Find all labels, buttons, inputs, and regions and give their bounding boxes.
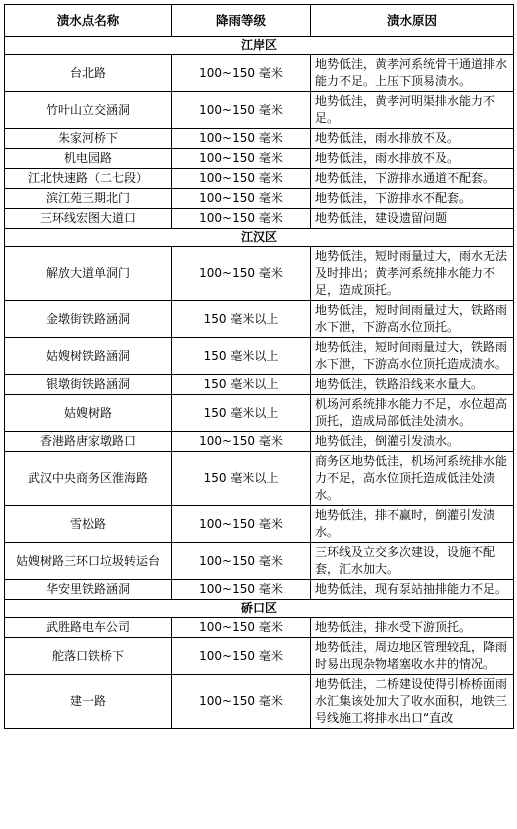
cell-name: 竹叶山立交涵洞 (5, 92, 172, 129)
cell-name: 建一路 (5, 675, 172, 729)
cell-name: 解放大道单洞门 (5, 247, 172, 301)
table-row (5, 395, 514, 432)
table-row (5, 452, 514, 506)
table-row (5, 675, 514, 729)
cell-reason: 地势低洼，短时间雨量过大，铁路雨水下泄，下游高水位顶托。 (311, 301, 514, 338)
header-reason: 渍水原因 (311, 5, 514, 37)
cell-reason: 地势低洼，黄孝河明渠排水能力不足。 (311, 92, 514, 129)
cell-level: 100~150 毫米 (172, 543, 311, 580)
cell-name: 武胜路电车公司 (5, 618, 172, 638)
cell-level: 150 毫米以上 (172, 375, 311, 395)
cell-level: 100~150 毫米 (172, 149, 311, 169)
section-title: 江岸区 (5, 37, 514, 55)
cell-reason: 地势低洼，排水受下游顶托。 (311, 618, 514, 638)
cell-level: 100~150 毫米 (172, 92, 311, 129)
cell-level: 100~150 毫米 (172, 618, 311, 638)
waterlogging-table (4, 4, 514, 729)
header-level: 降雨等级 (172, 5, 311, 37)
cell-level: 150 毫米以上 (172, 338, 311, 375)
cell-reason: 地势低洼，雨水排放不及。 (311, 149, 514, 169)
cell-level: 100~150 毫米 (172, 55, 311, 92)
cell-reason: 三环线及立交多次建设，设施不配套，汇水加大。 (311, 543, 514, 580)
cell-level: 100~150 毫米 (172, 432, 311, 452)
table-row (5, 209, 514, 229)
cell-reason: 地势低洼，建设遗留问题 (311, 209, 514, 229)
header-row (5, 5, 514, 37)
cell-name: 滨江苑三期北门 (5, 189, 172, 209)
header-name: 渍水点名称 (5, 5, 172, 37)
table-row (5, 129, 514, 149)
section-row (5, 229, 514, 247)
table-row (5, 55, 514, 92)
cell-name: 香港路唐家墩路口 (5, 432, 172, 452)
cell-reason: 地势低洼，短时雨量过大，雨水无法及时排出；黄孝河系统排水能力不足，造成顶托。 (311, 247, 514, 301)
cell-reason: 机场河系统排水能力不足，水位超高顶托，造成局部低洼处渍水。 (311, 395, 514, 432)
cell-reason: 地势低洼，倒灌引发渍水。 (311, 432, 514, 452)
cell-reason: 商务区地势低洼，机场河系统排水能力不足，高水位顶托造成低洼处渍水。 (311, 452, 514, 506)
cell-level: 100~150 毫米 (172, 675, 311, 729)
cell-name: 台北路 (5, 55, 172, 92)
section-title: 江汉区 (5, 229, 514, 247)
cell-level: 100~150 毫米 (172, 638, 311, 675)
table-row (5, 338, 514, 375)
table-row (5, 375, 514, 395)
cell-level: 100~150 毫米 (172, 506, 311, 543)
cell-name: 华安里铁路涵洞 (5, 580, 172, 600)
cell-name: 金墩街铁路涵洞 (5, 301, 172, 338)
cell-reason: 地势低洼，铁路沿线来水量大。 (311, 375, 514, 395)
cell-level: 100~150 毫米 (172, 209, 311, 229)
cell-reason: 地势低洼，下游排水通道不配套。 (311, 169, 514, 189)
table-row (5, 618, 514, 638)
cell-name: 朱家河桥下 (5, 129, 172, 149)
table-row (5, 638, 514, 675)
table-row (5, 506, 514, 543)
cell-reason: 地势低洼，短时间雨量过大，铁路雨水下泄，下游高水位顶托造成渍水。 (311, 338, 514, 375)
table-row (5, 189, 514, 209)
cell-level: 100~150 毫米 (172, 129, 311, 149)
cell-name: 银墩街铁路涵洞 (5, 375, 172, 395)
table-row (5, 149, 514, 169)
cell-level: 150 毫米以上 (172, 395, 311, 432)
cell-reason: 地势低洼，二桥建设使得引桥桥面雨水汇集该处加大了收水面积，地铁三号线施工将排水出口“直改 (311, 675, 514, 729)
table-row (5, 169, 514, 189)
cell-reason: 地势低洼，雨水排放不及。 (311, 129, 514, 149)
table-row (5, 92, 514, 129)
table-row (5, 580, 514, 600)
cell-level: 100~150 毫米 (172, 169, 311, 189)
cell-reason: 地势低洼，排不赢时，倒灌引发渍水。 (311, 506, 514, 543)
cell-name: 江北快速路（二七段） (5, 169, 172, 189)
cell-level: 150 毫米以上 (172, 301, 311, 338)
table-row (5, 301, 514, 338)
table-row (5, 247, 514, 301)
cell-name: 武汉中央商务区淮海路 (5, 452, 172, 506)
section-title: 硚口区 (5, 600, 514, 618)
cell-level: 100~150 毫米 (172, 189, 311, 209)
table-row (5, 543, 514, 580)
cell-name: 三环线宏图大道口 (5, 209, 172, 229)
cell-reason: 地势低洼，黄孝河系统骨干通道排水能力不足。上压下顶易渍水。 (311, 55, 514, 92)
table-row (5, 432, 514, 452)
cell-name: 姑嫂树路 (5, 395, 172, 432)
cell-name: 雪松路 (5, 506, 172, 543)
section-row (5, 37, 514, 55)
cell-level: 100~150 毫米 (172, 580, 311, 600)
section-row (5, 600, 514, 618)
cell-name: 机电园路 (5, 149, 172, 169)
cell-name: 舵落口铁桥下 (5, 638, 172, 675)
cell-reason: 地势低洼，周边地区管理较乱，降雨时易出现杂物堵塞收水井的情况。 (311, 638, 514, 675)
cell-reason: 地势低洼，下游排水不配套。 (311, 189, 514, 209)
cell-level: 100~150 毫米 (172, 247, 311, 301)
cell-level: 150 毫米以上 (172, 452, 311, 506)
cell-name: 姑嫂树铁路涵洞 (5, 338, 172, 375)
cell-reason: 地势低洼，现有泵站抽排能力不足。 (311, 580, 514, 600)
cell-name: 姑嫂树路三环口垃圾转运台 (5, 543, 172, 580)
